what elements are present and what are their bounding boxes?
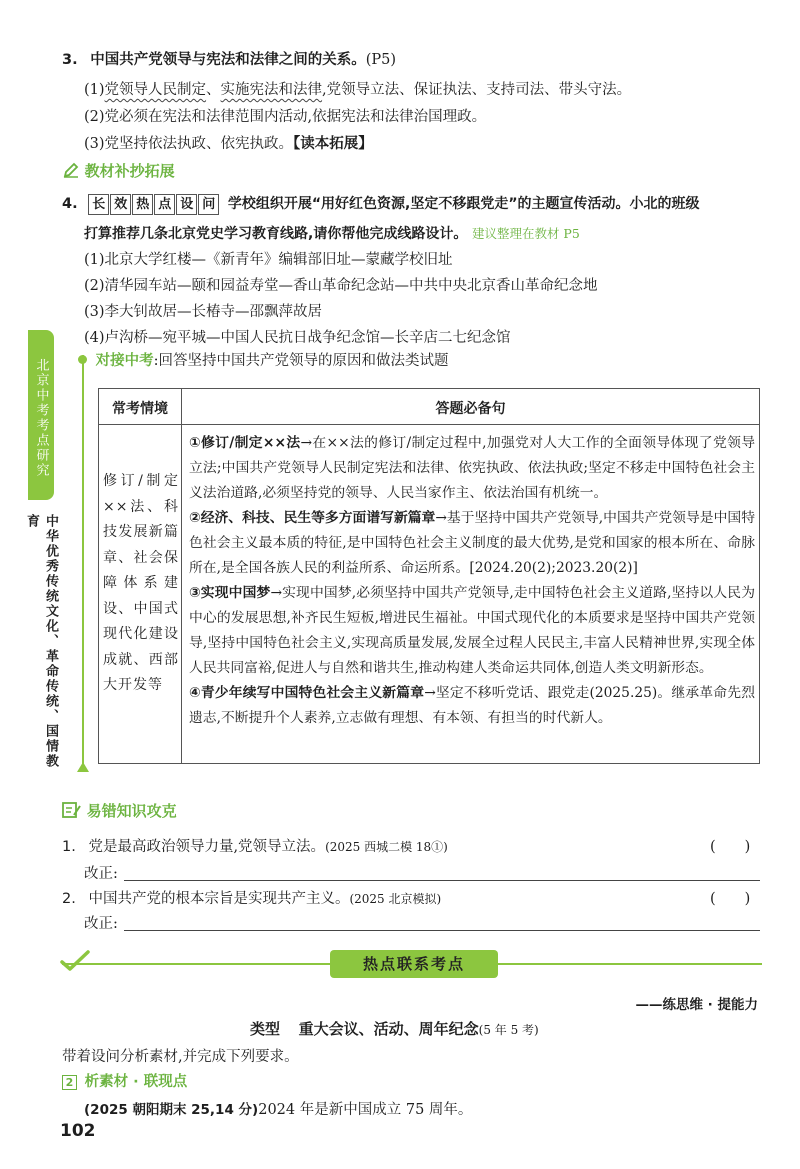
correction-label: 改正: <box>84 916 118 932</box>
correction-label: 改正: <box>84 866 118 882</box>
hot-topic-banner: 热点联系考点 <box>330 950 498 978</box>
item3-line1-sep: 、 <box>206 82 221 98</box>
type-count: (5 年 5 考) <box>478 1023 539 1037</box>
step-label: 析素材 · 联现点 <box>84 1074 188 1090</box>
item3-line2: (2)党必须在宪法和法律范围内活动,依据宪法和法律治国理政。 <box>84 109 487 125</box>
page-number: 102 <box>60 1121 96 1141</box>
item4-title-row2 <box>84 223 580 243</box>
item3-line1-wavy2: 实施宪法和法律 <box>220 82 323 98</box>
answer-lead: ②经济、科技、民生等多方面谱写新篇章 <box>189 510 436 526</box>
bullet-dot-icon <box>78 355 87 364</box>
item3-line1-rest: ,党领导立法、保证执法、支持司法、带头守法。 <box>322 82 632 98</box>
judge-blank[interactable]: ( ) <box>710 839 751 855</box>
side-tab-chapter-title: 中华优秀传统文化、革命传统、国情教育 <box>24 514 58 769</box>
connect-text: :回答坚持中国共产党领导的原因和做法类试题 <box>153 353 449 369</box>
connect-guide-line <box>82 355 84 770</box>
answer-item <box>189 431 755 506</box>
mistake-number: 2. <box>62 891 76 907</box>
item4-title-part1: 学校组织开展“用好红色资源,坚定不移跟党走”的主题宣传活动。小北的班级 <box>227 196 700 212</box>
supplement-label: 教材补抄拓展 <box>84 162 175 180</box>
mistakes-heading <box>62 800 177 821</box>
material-source: (2025 朝阳期末 25,14 分) <box>84 1102 259 1118</box>
mistake-source: (2025 北京模拟) <box>349 892 442 906</box>
long-effect-hot-question-tag <box>88 196 225 212</box>
checkmark-icon <box>60 950 90 972</box>
item3-line1-index: (1) <box>84 82 105 98</box>
route-item: (3)李大钊故居—长椿寺—邵飘萍故居 <box>84 304 323 320</box>
correction-line[interactable] <box>124 880 760 881</box>
mistake-statement: 党是最高政治领导力量,党领导立法。 <box>88 839 326 855</box>
tag-char: 效 <box>110 194 131 215</box>
item3-title: 中国共产党领导与宪法和法律之间的关系。 <box>90 52 366 68</box>
answer-lead: ①修订/制定××法 <box>189 435 301 451</box>
correction-line[interactable] <box>124 930 760 931</box>
route-item: (2)清华园车站—颐和园益寿堂—香山革命纪念站—中共中央北京香山革命纪念地 <box>84 278 598 294</box>
item3-line3 <box>84 132 373 153</box>
pencil-icon <box>62 161 80 179</box>
material-text: 2024 年是新中国成立 75 周年。 <box>258 1102 473 1118</box>
edit-note-icon <box>62 801 82 819</box>
answer-item <box>189 506 755 581</box>
item4-title-part2: 打算推荐几条北京党史学习教育线路,请你帮他完成线路设计。 <box>84 226 468 242</box>
mistake-item-1 <box>62 835 448 856</box>
item3-number: 3. <box>62 52 78 68</box>
table-header <box>99 389 759 425</box>
instruction: 带着设问分析素材,并完成下列要求。 <box>62 1049 299 1065</box>
material-row <box>84 1098 472 1119</box>
type-label: 类型 <box>250 1020 281 1038</box>
triangle-up-icon <box>77 762 89 772</box>
table-divider <box>181 389 182 763</box>
connect-row <box>78 349 449 370</box>
scenario-cell: 修订/制定××法、科技发展新篇章、社会保障体系建设、中国式现代化建设成就、西部大开发等 <box>103 473 179 693</box>
side-tab-series-title: 北京中考考点研究 <box>28 330 54 500</box>
answer-body: →在××法的修订/制定过程中,加强党对人大工作的全面领导体现了党领导立法;中国共产党领导人民制定宪法和法律、依宪执政、依法执政;坚定不移走中国特色社会主义法治道路,必须坚持党的领导、人民当家作主、依法治国有机统一。 <box>189 435 755 501</box>
step-heading <box>62 1070 187 1091</box>
step-number-badge: 2 <box>62 1075 77 1090</box>
route-item: (4)卢沟桥—宛平城—中国人民抗日战争纪念馆—长辛店二七纪念馆 <box>84 330 511 346</box>
item3-ref: (P5) <box>365 52 397 68</box>
item3-line3-tag: 【读本拓展】 <box>293 136 373 152</box>
item3-title-row <box>62 48 396 69</box>
answers-cell <box>189 431 755 731</box>
mistake-source: (2025 西城二模 18①) <box>325 840 448 854</box>
answer-body: →实现中国梦,必须坚持中国共产党领导,走中国特色社会主义道路,坚持以人民为中心的发展思想,补齐民生短板,增进民生福祉。中国式现代化的本质要求是坚持中国共产党领导,坚持中国特色社会主义,实现高质量发展,发展全过程人民民主,丰富人民精神世界,实现全体人民共同富裕,促进人与自然和谐共生,推动构建人类命运共同体,创造人类文明新形态。 <box>189 585 756 676</box>
answer-lead: ④青少年续写中国特色社会主义新篇章 <box>189 685 425 701</box>
judge-blank[interactable]: ( ) <box>710 891 751 907</box>
tag-char: 热 <box>132 194 153 215</box>
tag-char: 长 <box>88 194 109 215</box>
tag-char: 点 <box>154 194 175 215</box>
mistake-item-2 <box>62 887 441 908</box>
answer-body: →坚定不移听党话、跟党走(2025.25)。继承革命先烈遗志,不断提升个人素养,立志做有理想、有本领、有担当的时代新人。 <box>189 685 755 726</box>
slogan: ——练思维 · 提能力 <box>635 997 758 1013</box>
item4-hint: 建议整理在教材 P5 <box>471 226 580 241</box>
mistake-number: 1. <box>62 839 76 855</box>
mistakes-title: 易错知识攻克 <box>86 802 177 820</box>
type-heading <box>250 1018 539 1039</box>
item3-line3-text: (3)党坚持依法执政、依宪执政。 <box>84 136 294 152</box>
connect-label: 对接中考 <box>95 353 154 369</box>
answer-item <box>189 581 755 681</box>
route-item: (1)北京大学红楼—《新青年》编辑部旧址—蒙藏学校旧址 <box>84 252 453 268</box>
header-scenario: 常考情境 <box>112 401 168 417</box>
item4-title-row <box>62 193 700 215</box>
mistake-statement: 中国共产党的根本宗旨是实现共产主义。 <box>88 891 350 907</box>
header-answer-sentences: 答题必备句 <box>435 401 506 417</box>
side-tab <box>24 330 58 770</box>
item3-line1-wavy1: 党领导人民制定 <box>104 82 207 98</box>
answer-item <box>189 681 755 731</box>
tag-char: 问 <box>198 194 219 215</box>
answer-lead: ③实现中国梦 <box>189 585 271 601</box>
item4-number: 4. <box>62 196 78 212</box>
exam-sentence-table <box>98 388 760 764</box>
type-title: 重大会议、活动、周年纪念 <box>298 1020 479 1038</box>
tag-char: 设 <box>176 194 197 215</box>
answer-body: →基于坚持中国共产党领导,中国共产党领导是中国特色社会主义最本质的特征,是中国特色社会主义制度的最大优势,是党和国家的根本所在、命脉所在,是全国各族人民的利益所系、命运所系。[2024.20(2);2023.20(2)] <box>189 510 755 576</box>
supplement-heading <box>62 160 175 181</box>
item3-line1 <box>84 78 631 99</box>
